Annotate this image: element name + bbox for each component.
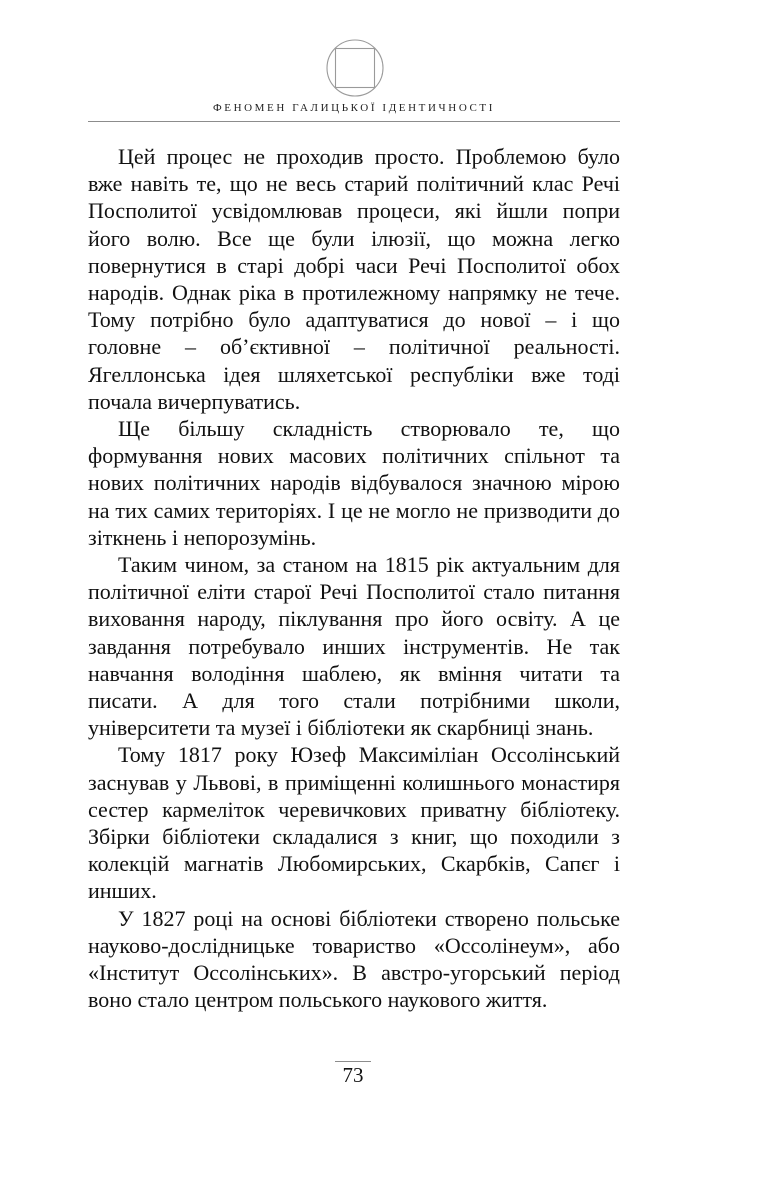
paragraph-5: У 1827 році на основі бібліотеки створено польське науково-дослідницьке товариство «Оссолінеум», або «Інститут Оссолінських». В австро-угорський період воно стало центром польського наукового життя. xyxy=(88,905,620,1013)
header-rule xyxy=(88,121,620,122)
paragraph-2: Ще більшу складність створювало те, що формування нових масових політичних спільнот та нових політичних народів відбувалося значною мірою на тих самих територіях. І це не могло не призводити до зіткнень і непорозумінь. xyxy=(88,416,620,550)
paragraph-3: Таким чином, за станом на 1815 рік актуальним для політичної еліти старої Речі Посполитої стало питання виховання народу, піклування про його освіту. А це завдання потребувало инших інструментів. Не так навчання володіння шаблею, як вміння читати та писати. А для того стали потрібними школи, університети та музеї і бібліотеки як скарбниці знань. xyxy=(88,552,620,741)
paragraph-4: Тому 1817 року Юзеф Максиміліан Оссолінський заснував у Львові, в приміщенні колишнього монастиря сестер кармеліток черевичкових приватну бібліотеку. Збірки бібліотеки складалися з книг, що походили з колекцій магнатів Любомирських, Скарбків, Сапєг і инших. xyxy=(88,742,620,904)
page-number-rule xyxy=(335,1061,371,1062)
circle-square-emblem-icon xyxy=(325,38,385,98)
page-number: 73 xyxy=(342,1063,364,1087)
body-text xyxy=(88,143,620,1014)
running-title: ФЕНОМЕН ГАЛИЦЬКОЇ ІДЕНТИЧНОСТІ xyxy=(212,102,496,114)
paragraph-1: Цей процес не проходив просто. Проблемою було вже навіть те, що не весь старий політичний клас Речі Посполитої усвідомлював процеси, які йшли попри його волю. Все ще були ілюзії, що можна легко повернутися в старі добрі часи Речі Посполитої обох народів. Однак ріка в протилежному напрямку не тече. Тому потрібно було адаптуватися до нової – і що головне – об’єктивної – політичної реальності. Ягеллонська ідея шляхетської республіки вже тоді почала вичерпуватись. xyxy=(88,144,620,414)
